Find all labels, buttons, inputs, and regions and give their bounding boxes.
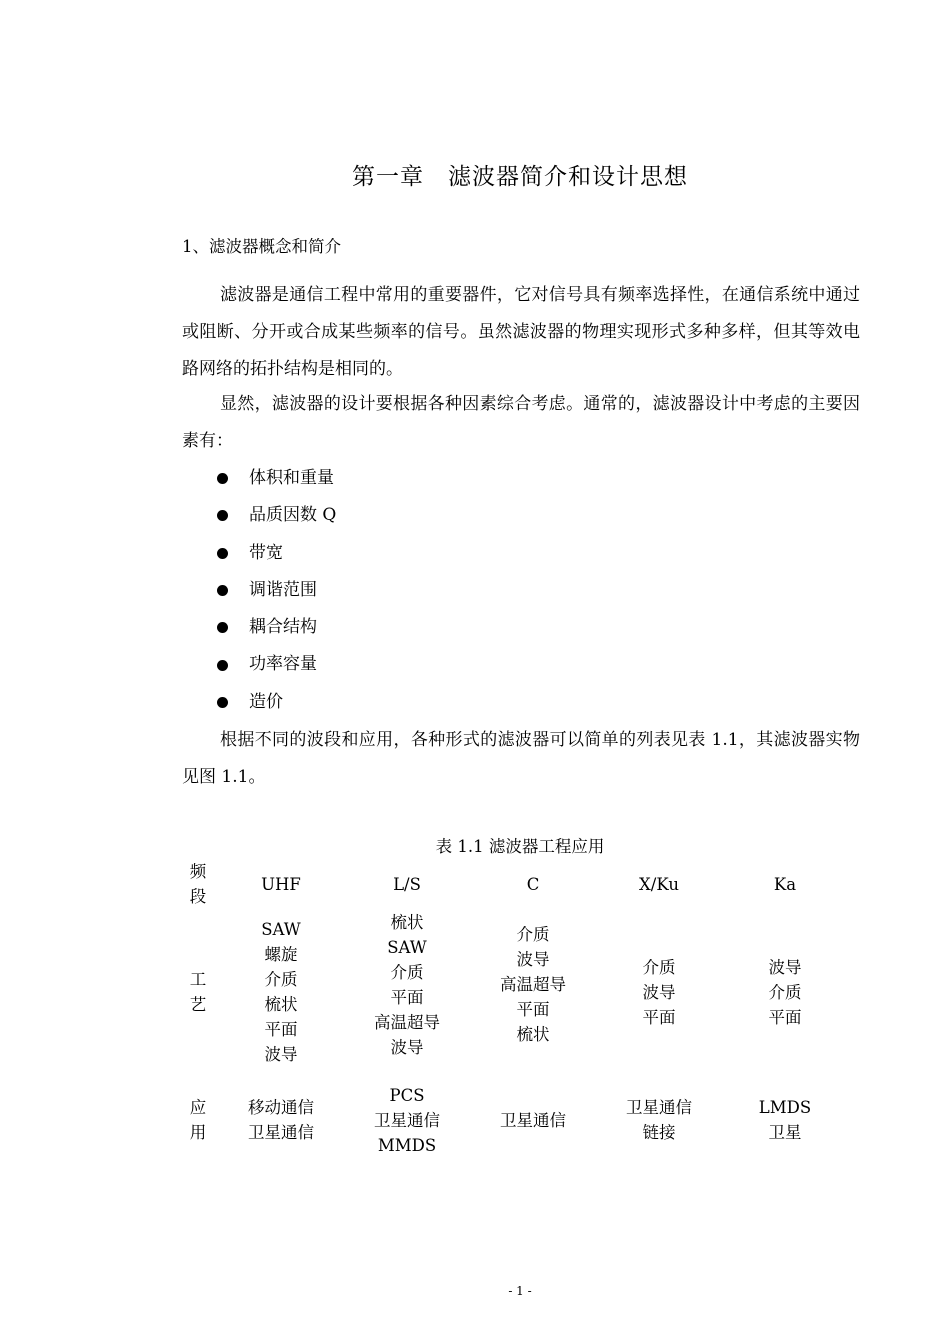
application-cell: 卫星通信 链接: [626, 1098, 692, 1142]
table-caption: 表 1.1 滤波器工程应用: [435, 837, 605, 856]
craft-cell: 波导 介质 平面: [768, 957, 802, 1027]
row-header-application: 应 用: [189, 1098, 207, 1142]
bullet-icon: [217, 660, 228, 671]
list-item: [213, 609, 336, 646]
factor-label: 功率容量: [249, 654, 317, 675]
craft-cell: 梳状 SAW 介质 平面 高温超导 波导: [374, 913, 440, 1057]
factor-label: 带宽: [249, 542, 283, 563]
craft-cell: 介质 波导 高温超导 平面 梳状: [500, 925, 566, 1044]
bullet-icon: [217, 697, 228, 708]
application-cell: LMDS 卫星: [758, 1098, 812, 1142]
factor-label: 造价: [249, 691, 283, 712]
paragraph-table-reference: 根据不同的波段和应用，各种形式的滤波器可以简单的列表见表 1.1，其滤波器实物见图 1.1。: [182, 730, 860, 787]
paragraph-design-factors: 显然，滤波器的设计要根据各种因素综合考虑。通常的，滤波器设计中考虑的主要因素有：: [182, 394, 860, 451]
list-item: [213, 684, 336, 721]
bullet-icon: [217, 510, 228, 521]
list-item: [213, 535, 336, 572]
table-row-craft: [178, 910, 848, 1074]
list-item: [213, 646, 336, 683]
list-item: [213, 460, 336, 497]
band-cell: UHF: [261, 874, 301, 894]
table-row-application: [178, 1074, 848, 1166]
bullet-icon: [217, 548, 228, 559]
page-number: - 1 -: [508, 1284, 532, 1298]
band-cell: X/Ku: [639, 874, 679, 894]
section-heading: 1、滤波器概念和简介: [182, 237, 341, 256]
row-header-craft: 工 艺: [189, 970, 207, 1014]
bullet-icon: [217, 585, 228, 596]
bullet-icon: [217, 473, 228, 484]
factor-list: [213, 460, 336, 721]
list-item: [213, 572, 336, 609]
table-row-band: [178, 858, 848, 910]
application-cell: 移动通信 卫星通信: [248, 1098, 314, 1142]
band-cell: C: [526, 874, 540, 894]
band-cell: L/S: [393, 874, 421, 894]
factor-label: 品质因数 Q: [249, 505, 337, 526]
factor-label: 调谐范围: [249, 579, 317, 600]
row-header-band: 频 段: [189, 862, 207, 906]
list-item: [213, 497, 336, 534]
factor-label: 体积和重量: [249, 468, 334, 488]
band-cell: Ka: [773, 874, 797, 894]
application-cell: PCS 卫星通信 MMDS: [374, 1085, 440, 1155]
paragraph-definition: 滤波器是通信工程中常用的重要器件，它对信号具有频率选择性，在通信系统中通过或阻断、分开或合成某些频率的信号。虽然滤波器的物理实现形式多种多样，但其等效电路网络的拓扑结构是相同的。: [182, 285, 860, 379]
filter-application-table: [178, 858, 848, 1166]
application-cell: 卫星通信: [500, 1110, 566, 1130]
bullet-icon: [217, 622, 228, 633]
chapter-title: 第一章 滤波器简介和设计思想: [352, 164, 688, 190]
factor-label: 耦合结构: [249, 617, 317, 638]
craft-cell: SAW 螺旋 介质 梳状 平面 波导: [261, 920, 301, 1064]
craft-cell: 介质 波导 平面: [642, 957, 676, 1027]
